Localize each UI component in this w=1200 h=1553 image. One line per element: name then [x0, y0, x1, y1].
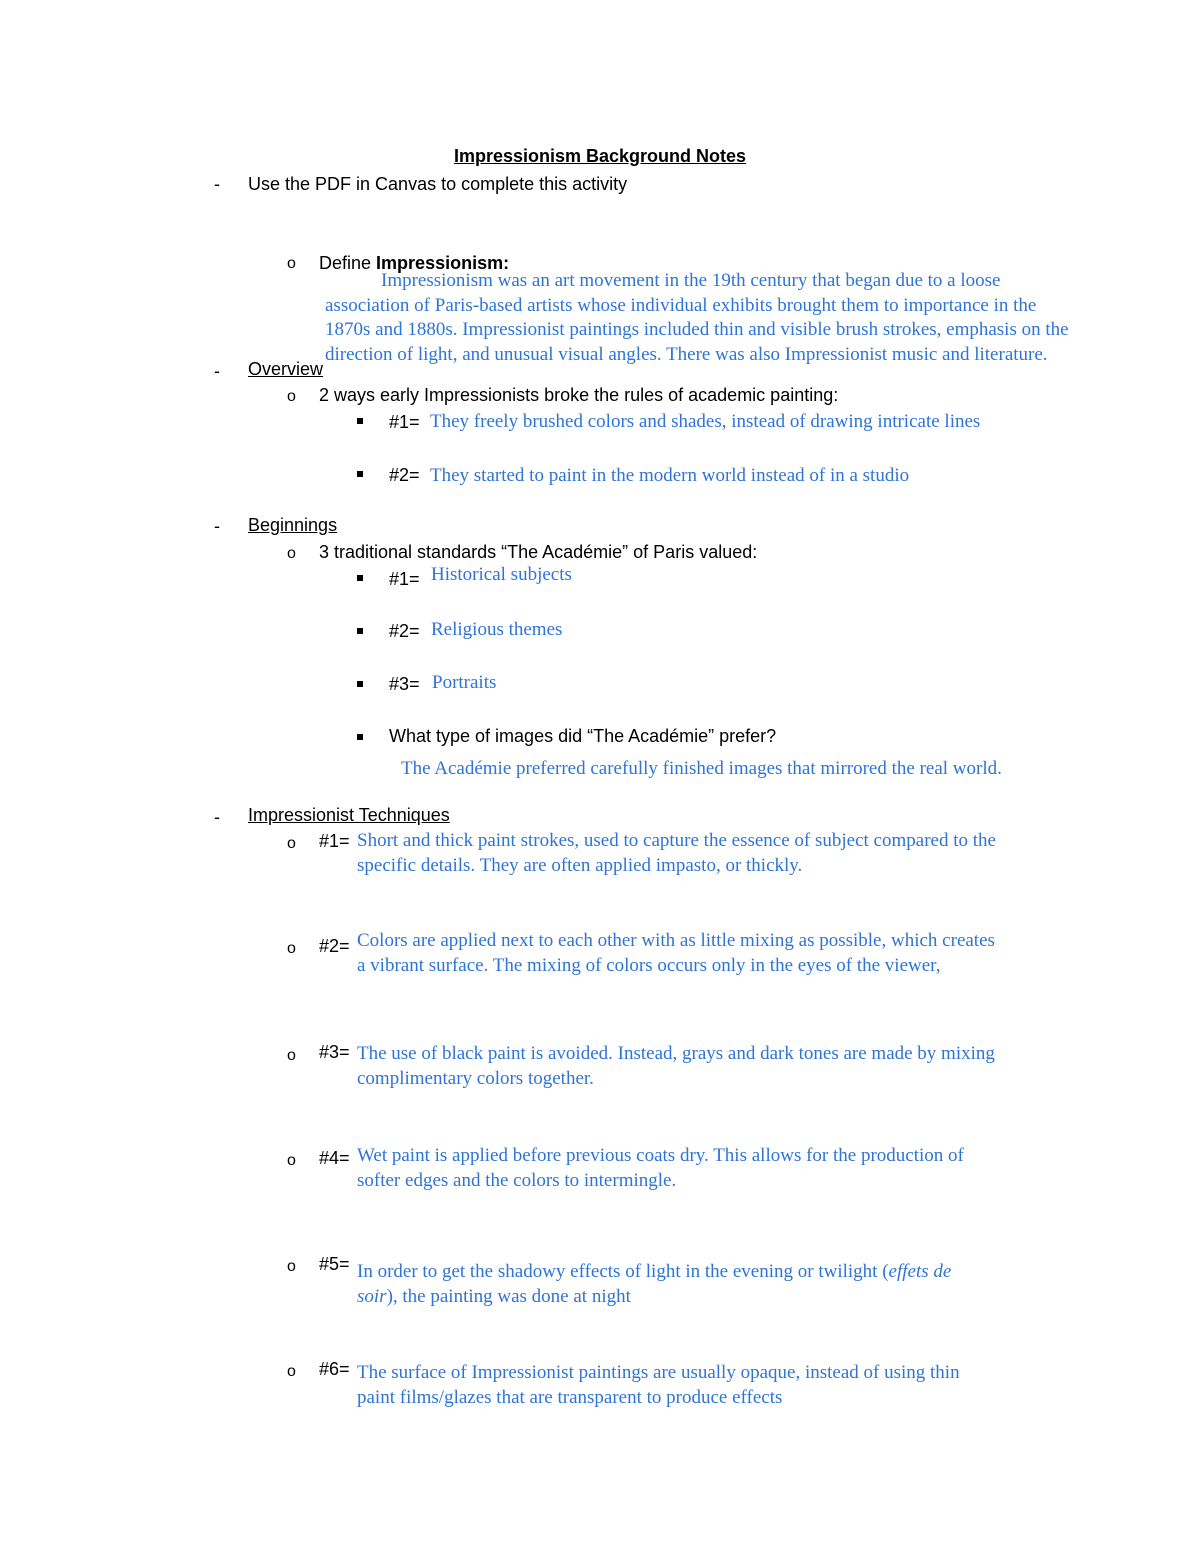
bullet-square — [357, 575, 363, 581]
page-title: Impressionism Background Notes — [453, 146, 747, 166]
beginnings-item-label: #3= — [389, 674, 420, 694]
technique-answer — [357, 1260, 951, 1309]
bullet-circle: o — [287, 388, 296, 405]
bullet-dash: - — [214, 361, 220, 381]
define-answer-line: 1870s and 1880s. Impressionist paintings included thin and visible brush strokes, emphasis on the — [325, 319, 1069, 340]
define-answer-line: Impressionism was an art movement in the 19th century that began due to a loose — [381, 270, 1001, 291]
technique-answer-line: soir), the painting was done at night — [357, 1285, 631, 1307]
beginnings-item-label: #2= — [389, 621, 420, 641]
technique-answer-line: Colors are applied next to each other with as little mixing as possible, which creates — [357, 930, 995, 951]
beginnings-item-answer: Portraits — [432, 672, 497, 693]
technique-answer — [357, 929, 995, 978]
define-answer-line: direction of light, and unusual visual angles. There was also Impressionist music and literature. — [325, 343, 1048, 365]
overview-question: 2 ways early Impressionists broke the rules of academic painting: — [319, 385, 839, 405]
technique-label: #5= — [319, 1254, 350, 1274]
overview-item-label: #1= — [389, 412, 420, 432]
beginnings-prefer-answer: The Académie preferred carefully finished images that mirrored the real world. — [401, 758, 1002, 779]
technique-label: #1= — [319, 831, 350, 851]
bullet-circle: o — [287, 940, 296, 957]
bullet-dash: - — [214, 174, 220, 194]
technique-label: #6= — [319, 1359, 350, 1379]
define-answer — [325, 269, 1069, 367]
overview-item-answer: They freely brushed colors and shades, instead of drawing intricate lines — [430, 411, 981, 432]
bullet-circle: o — [287, 1258, 296, 1275]
technique-answer-line: Short and thick paint strokes, used to capture the essence of subject compared to the — [357, 830, 996, 851]
beginnings-prefer-question: What type of images did “The Académie” prefer? — [389, 726, 777, 746]
bullet-square — [357, 418, 363, 424]
technique-answer-line: softer edges and the colors to intermingle. — [357, 1169, 677, 1191]
beginnings-heading: Beginnings — [248, 515, 338, 535]
beginnings-item-label: #1= — [389, 569, 420, 589]
technique-label: #2= — [319, 936, 350, 956]
bullet-square — [357, 628, 363, 634]
overview-item-answer: They started to paint in the modern world instead of in a studio — [430, 465, 910, 486]
bullet-circle: o — [287, 1152, 296, 1169]
overview-item-label: #2= — [389, 465, 420, 485]
technique-answer — [357, 1361, 960, 1410]
techniques-heading: Impressionist Techniques — [248, 805, 450, 825]
technique-answer — [357, 1144, 964, 1193]
beginnings-question: 3 traditional standards “The Académie” of Paris valued: — [319, 542, 758, 562]
overview-heading: Overview — [248, 359, 324, 379]
bullet-circle: o — [287, 255, 296, 272]
technique-answer-line: specific details. They are often applied impasto, or thickly. — [357, 854, 803, 876]
technique-answer — [357, 829, 996, 878]
technique-answer-line: a vibrant surface. The mixing of colors occurs only in the eyes of the viewer, — [357, 954, 941, 976]
define-answer-line: association of Paris-based artists whose individual exhibits brought them to importance in the — [325, 294, 1037, 316]
bullet-dash: - — [214, 516, 220, 536]
technique-answer-line: The surface of Impressionist paintings are usually opaque, instead of using thin — [357, 1362, 960, 1383]
bullet-circle: o — [287, 835, 296, 852]
bullet-circle: o — [287, 545, 296, 562]
technique-label: #3= — [319, 1042, 350, 1062]
technique-answer-line: complimentary colors together. — [357, 1067, 594, 1089]
bullet-square — [357, 471, 363, 477]
bullet-square — [357, 734, 363, 740]
bullet-circle: o — [287, 1363, 296, 1380]
technique-answer-line: paint films/glazes that are transparent to produce effects — [357, 1386, 783, 1408]
beginnings-item-answer: Historical subjects — [431, 564, 572, 585]
technique-answer-line: The use of black paint is avoided. Instead, grays and dark tones are made by mixing — [357, 1043, 995, 1064]
bullet-square — [357, 681, 363, 687]
technique-answer — [357, 1042, 995, 1091]
technique-label: #4= — [319, 1148, 350, 1168]
bullet-circle: o — [287, 1047, 296, 1064]
beginnings-item-answer: Religious themes — [431, 619, 563, 640]
define-label: Define Impressionism: — [319, 253, 510, 273]
technique-answer-line: In order to get the shadowy effects of light in the evening or twilight (effets de — [357, 1261, 952, 1282]
instruction-text: Use the PDF in Canvas to complete this activity — [248, 174, 628, 194]
technique-answer-line: Wet paint is applied before previous coats dry. This allows for the production of — [357, 1145, 964, 1166]
bullet-dash: - — [214, 807, 220, 827]
